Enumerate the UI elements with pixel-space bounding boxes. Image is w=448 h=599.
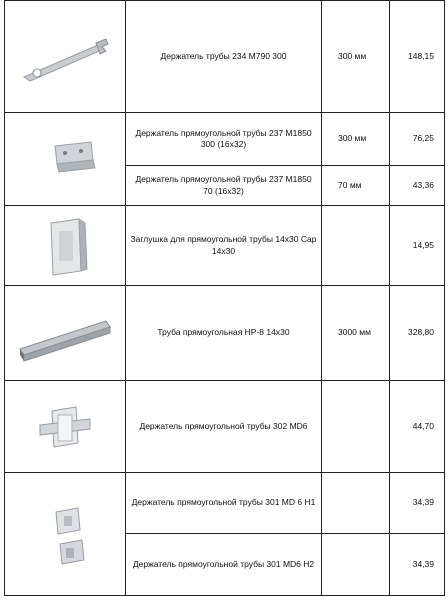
product-price: 34,39 — [390, 534, 445, 596]
product-name: Заглушка для прямоугольной трубы 14x30 Cap 14x30 — [126, 206, 322, 286]
product-name: Держатель прямоугольной трубы 237 M1850 70 (16x32) — [126, 166, 322, 206]
product-size — [322, 206, 390, 286]
product-name: Держатель прямоугольной трубы 301 MD 6 H1 — [126, 473, 322, 534]
product-price: 14,95 — [390, 206, 445, 286]
bracket-md6-icon — [20, 397, 110, 457]
tube-holder-bar-icon — [10, 27, 120, 87]
product-name: Держатель трубы 234 M790 300 — [126, 1, 322, 113]
product-price: 76,25 — [390, 113, 445, 166]
product-price: 43,36 — [390, 166, 445, 206]
table-row — [5, 206, 445, 286]
table-row — [5, 1, 445, 113]
table-row — [5, 286, 445, 381]
product-size — [322, 473, 390, 534]
bracket-h1-icon — [20, 494, 110, 574]
table-row — [5, 473, 445, 534]
product-name: Труба прямоугольная HP-8 14x30 — [126, 286, 322, 381]
product-image-cell — [5, 381, 126, 473]
rect-tube-holder-icon — [15, 134, 115, 184]
end-cap-icon — [35, 213, 95, 279]
product-name: Держатель прямоугольной трубы 301 MD6 H2 — [126, 534, 322, 596]
product-size — [322, 534, 390, 596]
product-image-cell — [5, 206, 126, 286]
product-size — [322, 381, 390, 473]
product-price: 44,70 — [390, 381, 445, 473]
product-price: 148,15 — [390, 1, 445, 113]
product-image-cell — [5, 473, 126, 596]
product-size: 70 мм — [322, 166, 390, 206]
table-row — [5, 113, 445, 166]
product-price: 328,80 — [390, 286, 445, 381]
product-price: 34,39 — [390, 473, 445, 534]
table-row — [5, 381, 445, 473]
price-table — [4, 0, 445, 596]
product-size: 300 мм — [322, 1, 390, 113]
product-image-cell — [5, 1, 126, 113]
product-name: Держатель прямоугольной трубы 302 MD6 — [126, 381, 322, 473]
product-name: Держатель прямоугольной трубы 237 M1850 300 (16x32) — [126, 113, 322, 166]
rect-tube-icon — [10, 303, 120, 363]
product-size: 3000 мм — [322, 286, 390, 381]
product-image-cell — [5, 113, 126, 206]
product-size: 300 мм — [322, 113, 390, 166]
product-image-cell — [5, 286, 126, 381]
